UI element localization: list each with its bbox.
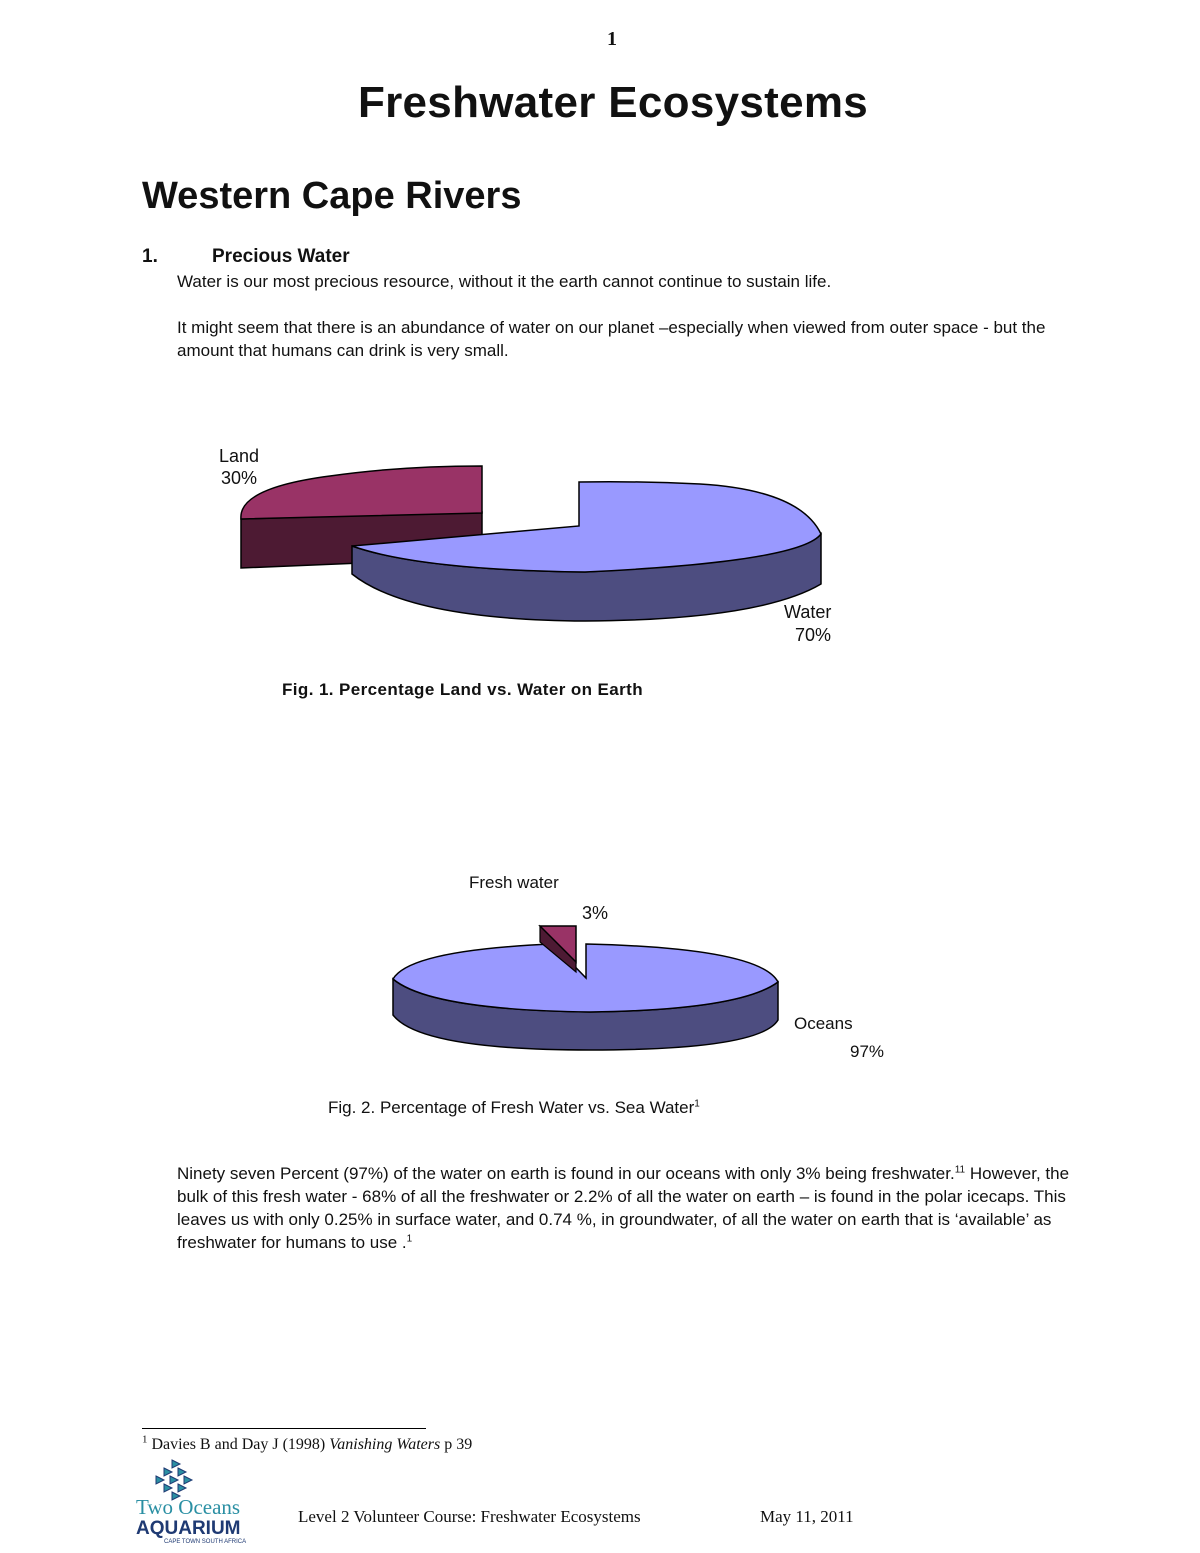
label-fresh-water-value: 3% (582, 903, 609, 923)
fish-icon (134, 1454, 269, 1546)
svg-text:AQUARIUM: AQUARIUM (136, 1518, 241, 1539)
paragraph-abundance: It might seem that there is an abundance of water on our planet –especially when viewed from outer space - but the amount that humans can drink is very small. (177, 318, 1046, 360)
chart-land-water (219, 446, 831, 645)
pie-slice-land (241, 466, 482, 519)
section-heading: Western Cape Rivers (142, 175, 522, 217)
label-land: Land (219, 446, 260, 466)
footnote-divider (142, 1428, 426, 1429)
label-oceans-value: 97% (850, 1042, 885, 1061)
footer-course: Level 2 Volunteer Course: Freshwater Ecosystems (298, 1507, 641, 1526)
label-water: Water (784, 602, 832, 622)
svg-text:Two Oceans: Two Oceans (136, 1495, 241, 1519)
page-number: 1 (607, 28, 617, 50)
label-water-value: 70% (795, 625, 832, 645)
page-title: Freshwater Ecosystems (357, 78, 869, 127)
paragraph-freshwater-stats: Ninety seven Percent (97%) of the water on earth is found in our oceans with only 3% being freshwater.$^{11}$ However, the bulk of this fresh water - 68% of all the freshwater or 2.2% of all the water on earth – is found in the polar icecaps. This leaves us with only 0.25% in surface water, and 0.74 %, in groundwater, of all the water on earth that is ‘available’ as freshwater for humans to use .$^1$ (177, 1164, 1070, 1252)
chart-fresh-ocean (393, 873, 884, 1061)
subsection-title: Precious Water (212, 246, 350, 267)
figure-caption-1: Fig. 1. Percentage Land vs. Water on Earth (282, 680, 643, 699)
footer-date: May 11, 2011 (760, 1507, 854, 1526)
label-fresh-water: Fresh water (469, 873, 559, 892)
footnote: $^1$ Davies B and Day J (1998) Vanishing Waters p 39 (142, 1433, 473, 1453)
subsection-number: 1. (142, 246, 158, 267)
two-oceans-aquarium-logo (134, 1454, 269, 1551)
paragraph-intro: Water is our most precious resource, without it the earth cannot continue to sustain life. (177, 272, 832, 291)
label-oceans: Oceans (794, 1014, 853, 1033)
label-land-value: 30% (221, 468, 258, 488)
figure-caption-2: Fig. 2. Percentage of Fresh Water vs. Sea Water$^1$ (328, 1098, 700, 1117)
svg-text:CAPE TOWN SOUTH AFRICA: CAPE TOWN SOUTH AFRICA (164, 1539, 247, 1545)
